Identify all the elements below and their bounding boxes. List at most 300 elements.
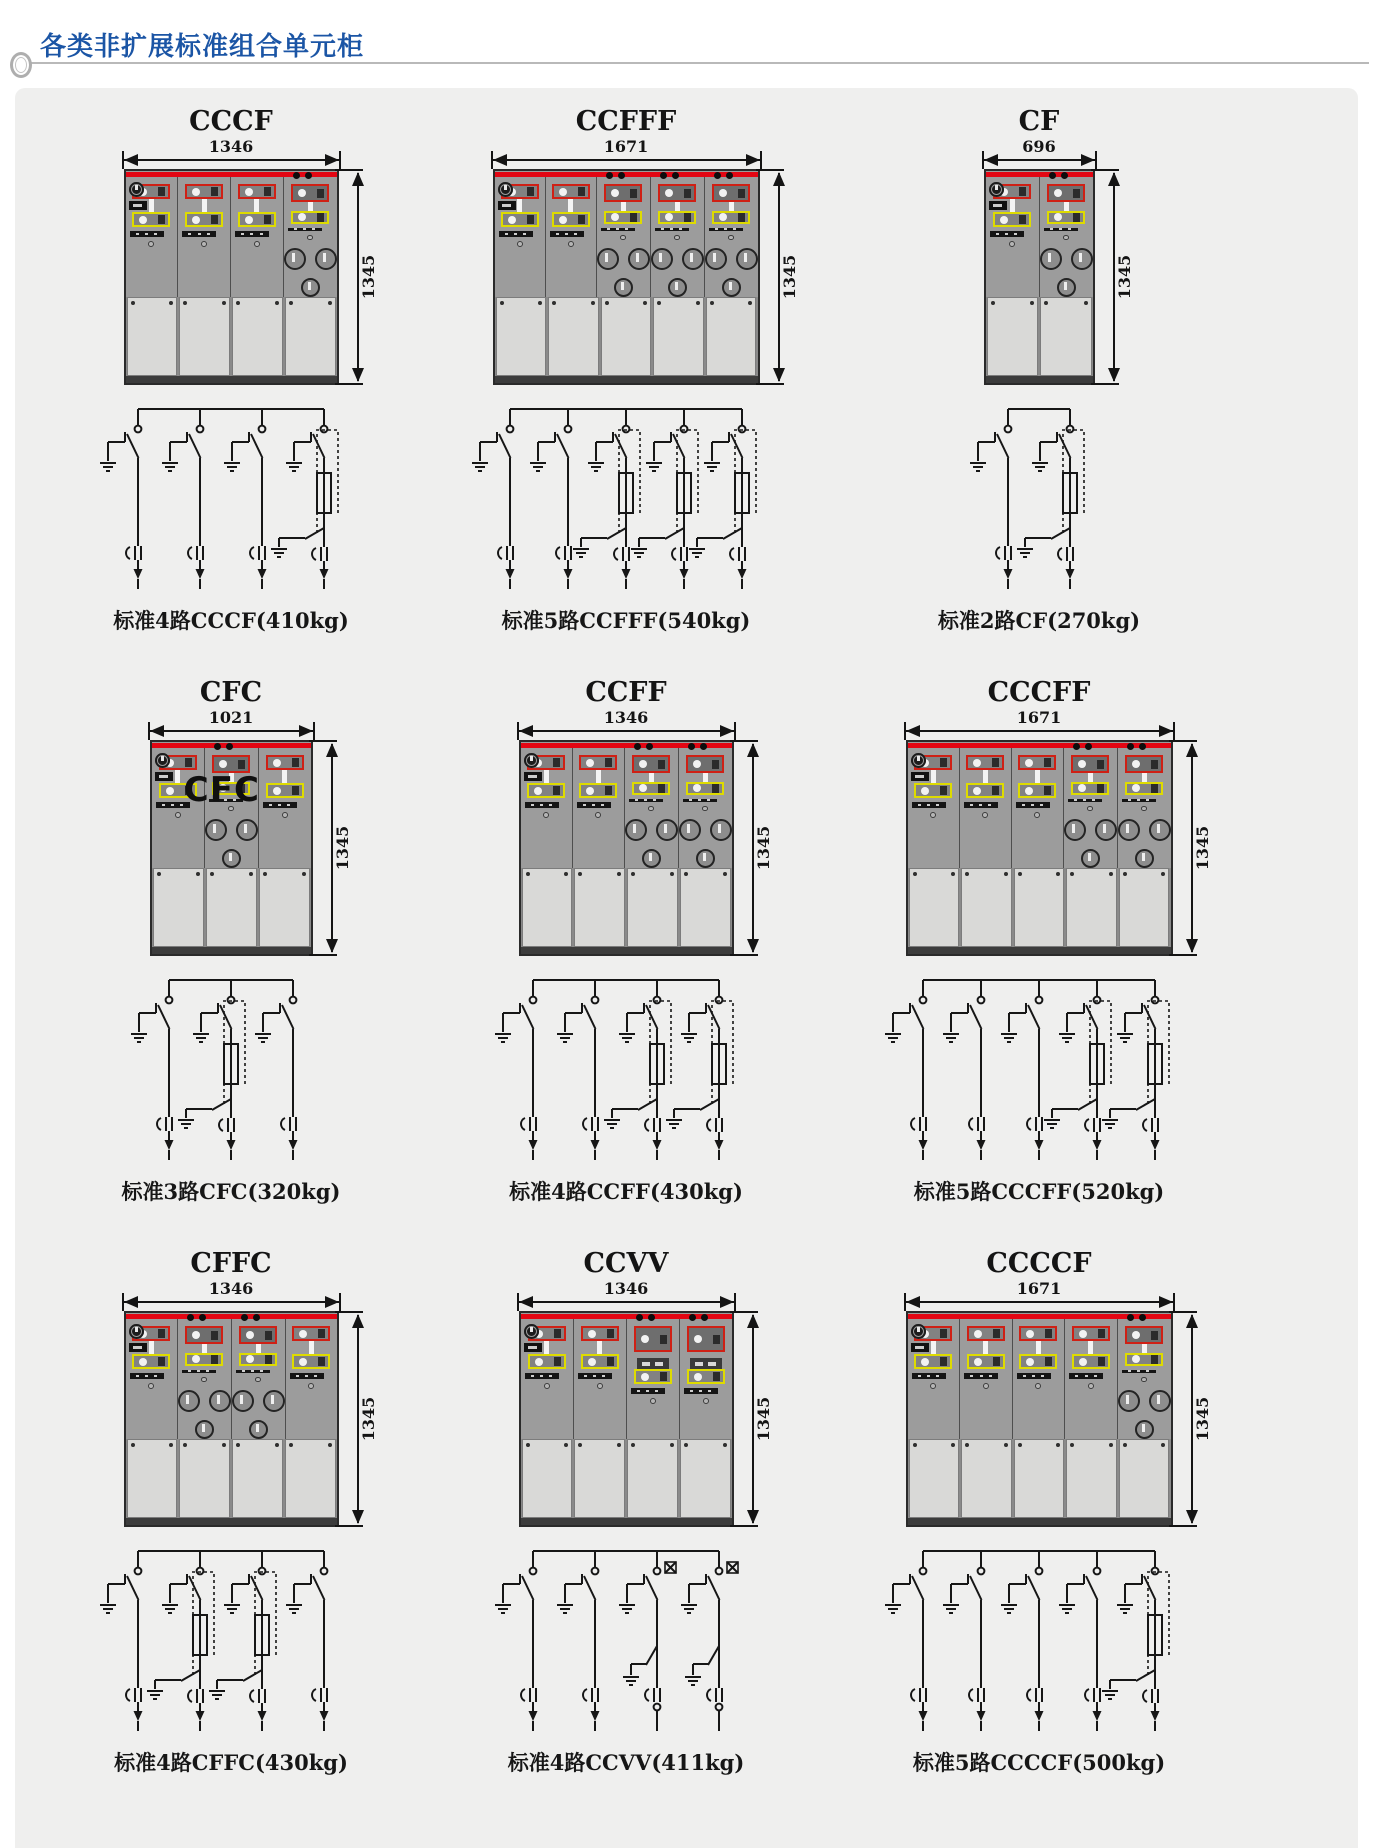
cabinet-door	[961, 868, 1012, 947]
cabinet-door	[153, 868, 204, 947]
switch-module-red	[291, 184, 329, 202]
height-dimension	[333, 169, 378, 385]
height-value: 1345	[779, 254, 799, 300]
panel-model-title: CCFFF	[575, 106, 677, 137]
switch-module-red	[658, 184, 696, 202]
fuse-dials	[679, 819, 732, 841]
pressure-gauge-icon	[524, 753, 539, 768]
single-line-diagram	[960, 401, 1118, 597]
switch-module-yellow	[1047, 211, 1085, 224]
base-rail	[521, 947, 732, 954]
dim-arrow-right	[720, 725, 734, 737]
switch-module-yellow	[579, 783, 617, 798]
base-rail	[152, 947, 311, 954]
header-divider	[28, 62, 1369, 64]
dim-arrow-up	[352, 1314, 364, 1328]
switch-module-red	[1125, 755, 1163, 773]
cabinet-door	[987, 297, 1039, 376]
cabinet-door	[680, 868, 731, 947]
switch-module-yellow	[581, 1354, 619, 1369]
panel-cfc	[121, 669, 352, 1206]
panels-grid	[15, 88, 1358, 1777]
panel-model-title: CF	[1018, 106, 1060, 137]
indicator-display	[129, 201, 147, 210]
dim-arrow-up	[747, 743, 759, 757]
fuse-dials	[284, 248, 337, 270]
panel-cf	[938, 98, 1140, 635]
fuse-dials	[205, 819, 258, 841]
indicator-display	[498, 201, 516, 210]
cabinet-door	[232, 297, 283, 376]
panel-caption: 标准5路CCCFF(520kg)	[913, 1179, 1165, 1204]
panel-caption: 标准4路CFFC(430kg)	[114, 1750, 348, 1775]
switch-module-red	[632, 755, 670, 773]
cabinet-door	[127, 297, 178, 376]
content-box	[15, 88, 1358, 1848]
dim-arrow-up	[773, 172, 785, 186]
width-dimension	[148, 710, 315, 740]
panel-model-title: CCFF	[585, 677, 667, 708]
dim-arrow-right	[746, 154, 760, 166]
dim-arrow-right	[1081, 154, 1095, 166]
terminal-strip	[182, 231, 216, 237]
height-value: 1345	[753, 1396, 773, 1442]
single-line-diagram	[121, 972, 341, 1168]
cabinet-front-view	[519, 740, 734, 956]
switch-module-yellow	[634, 1369, 672, 1384]
fuse-dials	[651, 248, 704, 270]
switch-module-red	[634, 1326, 672, 1352]
switch-module-red	[581, 1326, 619, 1341]
control-display	[637, 1358, 669, 1369]
dim-arrow-down	[773, 368, 785, 382]
switch-module-yellow	[1072, 1354, 1110, 1369]
dim-arrow-up	[352, 172, 364, 186]
width-value: 1021	[208, 708, 254, 727]
switch-module-yellow	[1071, 782, 1109, 795]
switch-module-red	[238, 184, 276, 199]
pressure-gauge-icon	[911, 753, 926, 768]
switch-module-yellow	[239, 1353, 277, 1366]
cable-compartment-doors	[521, 1439, 732, 1518]
base-rail	[495, 376, 758, 383]
cabinet-door	[1119, 868, 1170, 947]
width-dimension	[122, 1281, 341, 1311]
pressure-gauge-icon	[911, 1324, 926, 1339]
cabinet-door	[259, 868, 310, 947]
switch-module-yellow	[552, 212, 590, 227]
terminal-strip	[709, 228, 743, 232]
cabinet-door	[1014, 1439, 1065, 1518]
dim-arrow-right	[325, 154, 339, 166]
dim-arrow-left	[906, 725, 920, 737]
height-value: 1345	[1192, 1396, 1212, 1442]
terminal-strip	[683, 799, 717, 803]
switch-module-yellow	[501, 212, 539, 227]
dim-arrow-left	[519, 725, 533, 737]
switch-module-red	[686, 755, 724, 773]
cabinet-door	[206, 868, 257, 947]
red-stripe	[126, 1314, 337, 1319]
switch-module-red	[579, 755, 617, 770]
cabinet-door	[179, 1439, 230, 1518]
indicator-display	[524, 1343, 542, 1352]
cabinet-door	[627, 1439, 678, 1518]
panel-caption: 标准4路CCCF(410kg)	[113, 608, 349, 633]
terminal-strip	[655, 228, 689, 232]
switch-module-yellow	[132, 1354, 170, 1369]
cable-compartment-doors	[495, 297, 758, 376]
width-value: 696	[1022, 137, 1056, 156]
pressure-gauge-icon	[989, 182, 1004, 197]
width-value: 1346	[603, 1279, 649, 1298]
terminal-strip	[684, 1388, 718, 1394]
height-value: 1345	[1114, 254, 1134, 300]
cabinet-door	[1066, 1439, 1117, 1518]
cabinet-door	[127, 1439, 178, 1518]
switch-module-yellow	[291, 211, 329, 224]
height-value: 1345	[358, 254, 378, 300]
cabinet-front-view	[124, 169, 339, 385]
cabinet-door	[285, 297, 336, 376]
panel-model-title: CFFC	[190, 1248, 272, 1279]
cabinet-door	[496, 297, 547, 376]
base-rail	[126, 1518, 337, 1525]
cabinet-door	[232, 1439, 283, 1518]
dim-arrow-up	[1108, 172, 1120, 186]
dim-arrow-left	[519, 1296, 533, 1308]
terminal-strip	[1122, 1370, 1156, 1374]
vent-holes	[606, 172, 625, 179]
switch-module-yellow	[993, 212, 1031, 227]
switch-module-yellow	[185, 1353, 223, 1366]
terminal-strip	[130, 1373, 164, 1379]
cabinet-front-view	[906, 740, 1173, 956]
pressure-gauge-icon	[129, 182, 144, 197]
terminal-strip	[1016, 802, 1050, 808]
terminal-strip	[130, 231, 164, 237]
switch-module-red	[552, 184, 590, 199]
dim-arrow-up	[1186, 743, 1198, 757]
base-rail	[908, 1518, 1171, 1525]
dim-arrow-right	[720, 1296, 734, 1308]
width-dimension	[517, 710, 736, 740]
dim-arrow-up	[1186, 1314, 1198, 1328]
base-rail	[908, 947, 1171, 954]
cabinet-door	[574, 868, 625, 947]
fuse-dials	[1064, 819, 1117, 841]
width-dimension	[491, 139, 762, 169]
indicator-display	[989, 201, 1007, 210]
switch-module-red	[239, 1326, 277, 1344]
cabinet-front-view	[906, 1311, 1173, 1527]
cabinet-door	[522, 868, 573, 947]
base-rail	[521, 1518, 732, 1525]
cabinet-overlay-label: CFC	[183, 770, 260, 810]
switch-module-yellow	[1125, 782, 1163, 795]
indicator-display	[524, 772, 542, 781]
fuse-dials	[178, 1390, 231, 1412]
terminal-strip	[550, 231, 584, 237]
dim-arrow-right	[1159, 725, 1173, 737]
panel-cccf	[90, 98, 378, 635]
width-value: 1671	[1016, 708, 1062, 727]
cabinet-front-view	[150, 740, 313, 956]
switch-module-yellow	[1019, 1354, 1057, 1369]
height-dimension	[1167, 1311, 1212, 1527]
terminal-strip	[525, 1373, 559, 1379]
switch-module-yellow	[712, 211, 750, 224]
terminal-strip	[990, 231, 1024, 237]
dim-arrow-down	[352, 1510, 364, 1524]
red-stripe	[986, 172, 1093, 177]
panel-cffc	[90, 1240, 378, 1777]
cabinet-front-view	[124, 1311, 339, 1527]
switch-module-red	[1072, 1326, 1110, 1341]
switch-module-yellow	[604, 211, 642, 224]
vent-holes	[293, 172, 312, 179]
switch-module-yellow	[967, 1354, 1005, 1369]
switch-module-red	[1047, 184, 1085, 202]
cable-compartment-doors	[521, 868, 732, 947]
vent-holes	[187, 1314, 206, 1321]
cabinet-door	[706, 297, 757, 376]
panel-model-title: CFC	[199, 677, 263, 708]
cabinet-door	[1066, 868, 1117, 947]
dim-arrow-right	[299, 725, 313, 737]
terminal-strip	[629, 799, 663, 803]
switch-module-yellow	[1125, 1353, 1163, 1366]
fuse-dials	[597, 248, 650, 270]
pressure-gauge-icon	[524, 1324, 539, 1339]
fuse-dials	[705, 248, 758, 270]
fuse-dials	[625, 819, 678, 841]
switch-module-red	[1071, 755, 1109, 773]
panel-caption: 标准5路CCFFF(540kg)	[501, 608, 751, 633]
width-value: 1346	[208, 1279, 254, 1298]
pressure-gauge-icon	[129, 1324, 144, 1339]
height-value: 1345	[753, 825, 773, 871]
switch-module-red	[266, 755, 304, 770]
height-dimension	[728, 740, 773, 956]
cabinet-door	[909, 1439, 960, 1518]
dim-arrow-down	[747, 1510, 759, 1524]
panel-cccff	[875, 669, 1212, 1206]
switch-module-yellow	[528, 1354, 566, 1369]
cabinet-front-view	[984, 169, 1095, 385]
terminal-strip	[290, 1373, 324, 1379]
cabinet-front-view	[519, 1311, 734, 1527]
dim-arrow-down	[1108, 368, 1120, 382]
panel-model-title: CCCF	[189, 106, 273, 137]
dim-arrow-right	[1159, 1296, 1173, 1308]
height-value: 1345	[358, 1396, 378, 1442]
vent-holes	[689, 1314, 708, 1321]
cable-compartment-doors	[152, 868, 311, 947]
terminal-strip	[1017, 1373, 1051, 1379]
panel-ccccf	[875, 1240, 1212, 1777]
vent-holes	[1073, 743, 1092, 750]
indicator-display	[155, 772, 173, 781]
control-display	[690, 1358, 722, 1369]
single-line-diagram	[90, 1543, 372, 1739]
cabinet-door	[1119, 1439, 1170, 1518]
terminal-strip	[631, 1388, 665, 1394]
fuse-dials	[1040, 248, 1093, 270]
switch-module-yellow	[686, 782, 724, 795]
dim-arrow-down	[1186, 1510, 1198, 1524]
terminal-strip	[236, 1370, 270, 1374]
width-value: 1346	[208, 137, 254, 156]
switch-module-red	[292, 1326, 330, 1341]
fuse-dials	[232, 1390, 285, 1412]
single-line-diagram	[875, 972, 1203, 1168]
cabinet-door	[522, 1439, 573, 1518]
vent-holes	[241, 1314, 260, 1321]
width-value: 1346	[603, 708, 649, 727]
dim-arrow-down	[326, 939, 338, 953]
single-line-diagram	[485, 972, 767, 1168]
switch-module-red	[687, 1326, 725, 1352]
panel-model-title: CCCCF	[986, 1248, 1092, 1279]
terminal-strip	[1068, 799, 1102, 803]
dim-arrow-down	[352, 368, 364, 382]
switch-module-yellow	[687, 1369, 725, 1384]
panel-caption: 标准2路CF(270kg)	[937, 608, 1141, 633]
panel-model-title: CCCFF	[987, 677, 1091, 708]
height-dimension	[1167, 740, 1212, 956]
width-dimension	[904, 1281, 1175, 1311]
terminal-strip	[577, 802, 611, 808]
terminal-strip	[182, 1370, 216, 1374]
dim-arrow-left	[906, 1296, 920, 1308]
dim-arrow-left	[984, 154, 998, 166]
single-line-diagram	[875, 1543, 1203, 1739]
switch-module-yellow	[658, 211, 696, 224]
vent-holes	[714, 172, 733, 179]
switch-module-yellow	[266, 783, 304, 798]
fuse-dials	[1118, 819, 1171, 841]
width-value: 1671	[603, 137, 649, 156]
base-rail	[986, 376, 1093, 383]
terminal-strip	[1044, 228, 1078, 232]
cabinet-door	[179, 297, 230, 376]
height-value: 1345	[332, 825, 352, 871]
base-rail	[126, 376, 337, 383]
pressure-gauge-icon	[155, 753, 170, 768]
cabinet-door	[1040, 297, 1092, 376]
switch-module-yellow	[966, 783, 1004, 798]
width-dimension	[517, 1281, 736, 1311]
vent-holes	[634, 743, 653, 750]
cable-compartment-doors	[126, 297, 337, 376]
vent-holes	[660, 172, 679, 179]
cabinet-door	[909, 868, 960, 947]
height-dimension	[1089, 169, 1134, 385]
switch-module-red	[185, 184, 223, 199]
terminal-strip	[288, 228, 322, 232]
terminal-strip	[525, 802, 559, 808]
pressure-gauge-icon	[498, 182, 513, 197]
switch-module-yellow	[914, 783, 952, 798]
height-dimension	[307, 740, 352, 956]
width-dimension	[122, 139, 341, 169]
terminal-strip	[235, 231, 269, 237]
cabinet-door	[574, 1439, 625, 1518]
switch-module-red	[967, 1326, 1005, 1341]
page-header	[0, 0, 1373, 88]
vent-holes	[636, 1314, 655, 1321]
panel-ccvv	[485, 1240, 773, 1777]
height-dimension	[728, 1311, 773, 1527]
height-value: 1345	[1192, 825, 1212, 871]
height-dimension	[754, 169, 799, 385]
dim-arrow-down	[1186, 939, 1198, 953]
vent-holes	[1127, 743, 1146, 750]
switch-module-red	[1019, 1326, 1057, 1341]
cabinet-door	[627, 868, 678, 947]
height-dimension	[333, 1311, 378, 1527]
terminal-strip	[263, 802, 297, 808]
switch-module-red	[185, 1326, 223, 1344]
switch-module-yellow	[238, 212, 276, 227]
dim-arrow-left	[124, 154, 138, 166]
terminal-strip	[499, 231, 533, 237]
switch-module-yellow	[527, 783, 565, 798]
vent-holes	[1127, 1314, 1146, 1321]
cabinet-door	[548, 297, 599, 376]
dim-arrow-right	[325, 1296, 339, 1308]
switch-module-yellow	[914, 1354, 952, 1369]
terminal-strip	[578, 1373, 612, 1379]
vent-holes	[1049, 172, 1068, 179]
switch-module-red	[1018, 755, 1056, 770]
terminal-strip	[1122, 799, 1156, 803]
cabinet-door	[601, 297, 652, 376]
cable-compartment-doors	[986, 297, 1093, 376]
indicator-display	[129, 1343, 147, 1352]
cable-compartment-doors	[908, 1439, 1171, 1518]
terminal-strip	[912, 1373, 946, 1379]
dim-arrow-down	[747, 939, 759, 953]
panel-ccff	[485, 669, 773, 1206]
dim-arrow-up	[326, 743, 338, 757]
terminal-strip	[601, 228, 635, 232]
indicator-display	[911, 772, 929, 781]
terminal-strip	[1069, 1373, 1103, 1379]
cabinet-door	[653, 297, 704, 376]
dim-arrow-left	[493, 154, 507, 166]
cable-compartment-doors	[126, 1439, 337, 1518]
switch-module-yellow	[1018, 783, 1056, 798]
width-dimension	[904, 710, 1175, 740]
panel-caption: 标准4路CCFF(430kg)	[509, 1179, 743, 1204]
cabinet-front-view	[493, 169, 760, 385]
dim-arrow-left	[150, 725, 164, 737]
panel-model-title: CCVV	[583, 1248, 669, 1279]
single-line-diagram	[485, 1543, 767, 1739]
switch-module-yellow	[132, 212, 170, 227]
switch-module-red	[712, 184, 750, 202]
switch-module-yellow	[292, 1354, 330, 1369]
single-line-diagram	[462, 401, 790, 597]
page-title: 各类非扩展标准组合单元柜	[40, 32, 365, 62]
switch-module-red	[966, 755, 1004, 770]
single-line-diagram	[90, 401, 372, 597]
terminal-strip	[964, 802, 998, 808]
switch-module-yellow	[185, 212, 223, 227]
dim-arrow-up	[747, 1314, 759, 1328]
